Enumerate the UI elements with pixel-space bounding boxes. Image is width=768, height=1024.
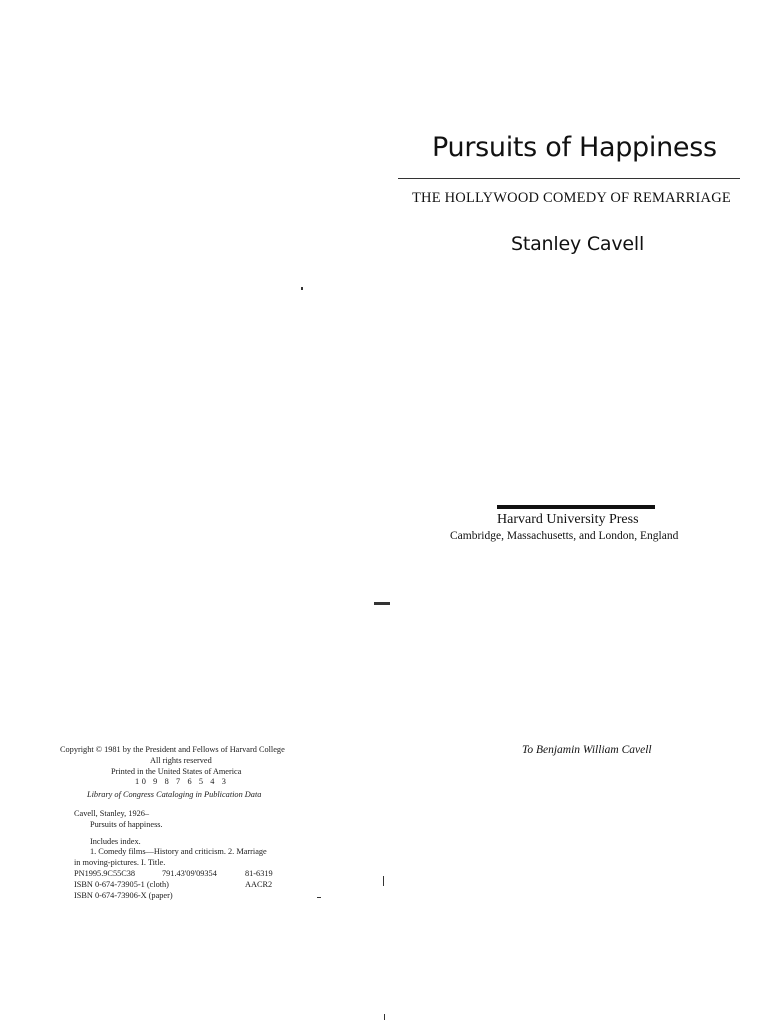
copyright-block [60,745,285,901]
dewey-number: 791.43'09'09354 [162,868,217,878]
scan-speck [301,287,303,290]
dedication: To Benjamin William Cavell [522,744,652,756]
rights-line: All rights reserved [150,755,212,765]
aacr-code: AACR2 [245,879,273,889]
printed-line: Printed in the United States of America [111,766,242,776]
scan-speck [383,876,384,886]
catalog-subjects-2: in moving-pictures. I. Title. [74,858,166,868]
call-number: PN1995.9C55C38 [74,868,136,878]
isbn-paper: ISBN 0-674-73906-X (paper) [74,890,173,900]
scan-speck [374,602,390,605]
cataloging-data [60,809,285,901]
scan-speck [317,897,321,898]
catalog-title: Pursuits of happiness. [90,819,163,829]
book-author: Stanley Cavell [511,233,645,255]
publisher-rule [497,505,655,509]
catalog-call-row [74,869,285,880]
publisher-place: Cambridge, Massachusetts, and London, England [450,530,679,542]
isbn-cloth: ISBN 0-674-73905-1 (cloth) [74,879,169,889]
scan-speck [384,1014,385,1020]
copyright-line: Copyright © 1981 by the President and Fellows of Harvard College [60,745,285,754]
printing-numbers: 10 9 8 7 6 5 4 3 [135,777,229,787]
book-subtitle: THE HOLLYWOOD COMEDY OF REMARRIAGE [412,190,731,206]
catalog-includes: Includes index. [90,836,141,846]
catalog-subjects-1: 1. Comedy films—History and criticism. 2. Marriage [90,847,267,857]
book-title: Pursuits of Happiness [432,132,717,163]
catalog-isbn-row [74,880,285,891]
lccn: 81-6319 [245,868,273,878]
library-heading: Library of Congress Cataloging in Publication Data [87,790,262,800]
title-rule [398,178,740,179]
catalog-author: Cavell, Stanley, 1926– [74,808,150,818]
publisher-name: Harvard University Press [497,512,639,527]
